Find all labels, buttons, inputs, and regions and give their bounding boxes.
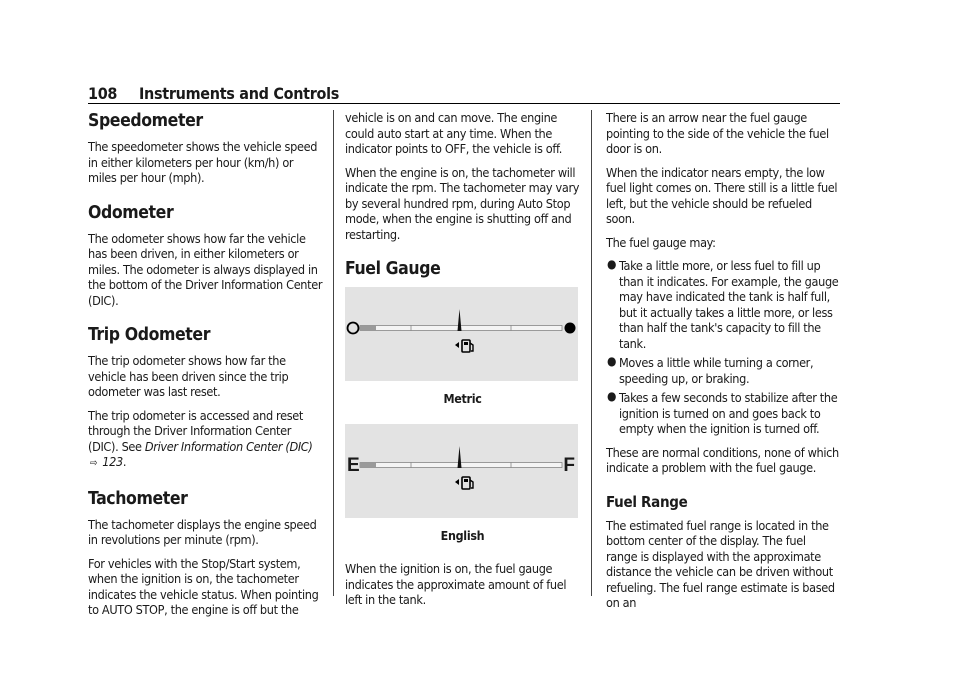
speedometer-heading: Speedometer <box>88 111 203 131</box>
fuel-pump-icon <box>455 477 473 489</box>
column-divider <box>591 110 592 596</box>
column-2 <box>345 110 580 616</box>
page-reference-number[interactable]: 123 <box>102 454 123 469</box>
fuel-gauge-heading: Fuel Gauge <box>345 259 441 279</box>
tachometer-text-1: The tachometer displays the engine speed in revolutions per minute (rpm). <box>88 516 317 547</box>
reference-prefix: The trip odometer is accessed and reset through the Driver Information Center (DIC). See <box>88 407 303 454</box>
fuel-range-heading: Fuel Range <box>606 492 688 511</box>
fuel-gauge-bullets <box>606 258 840 437</box>
trip-odometer-reference <box>88 408 324 472</box>
gauge-needle <box>458 309 462 331</box>
full-circle-icon <box>565 323 576 334</box>
column-3 <box>606 110 840 619</box>
fuel-range-text: The estimated fuel range is located in the bottom center of the display. The fuel range is displayed with the approximate distance the vehicle can be driven without refueling. The fuel range estimate is based on an <box>606 517 835 610</box>
header-rule <box>88 103 840 104</box>
list-item <box>606 390 840 437</box>
gauge-fill <box>360 463 376 468</box>
reference-suffix: . <box>122 454 127 469</box>
fuel-gauge-may-text: The fuel gauge may: <box>606 234 716 250</box>
trip-odometer-heading: Trip Odometer <box>88 325 211 345</box>
dic-link[interactable]: Driver Information Center (DIC) <box>144 438 313 454</box>
full-label: F <box>563 455 575 476</box>
list-item <box>606 258 840 351</box>
list-item-text: Moves a little while turning a corner, speeding up, or braking. <box>619 355 814 386</box>
empty-label: E <box>347 455 360 476</box>
bullet-icon: ● <box>607 389 617 403</box>
column-1 <box>88 110 324 626</box>
odometer-text: The odometer shows how far the vehicle has been driven, in either kilometers or miles. The odometer is always displayed in the bottom of the Driver Information Center (DIC). <box>88 230 323 308</box>
section-title: Instruments and Controls <box>139 84 340 103</box>
tachometer-continued-2: When the engine is on, the tachometer will indicate the rpm. The tachometer may vary by several hundred rpm, during Auto Stop mode, when the engine is shutting off and restarting. <box>345 164 580 242</box>
bullet-icon: ● <box>607 257 617 271</box>
normal-conditions-text: These are normal conditions, none of which indicate a problem with the fuel gauge. <box>606 444 839 475</box>
gauge-fill <box>360 326 376 331</box>
list-item-text: Takes a few seconds to stabilize after the ignition is turned on and goes back to empty when the ignition is turned off. <box>619 390 838 436</box>
english-caption: English <box>440 528 485 543</box>
tachometer-continued-1: vehicle is on and can move. The engine could auto start at any time. When the indicator points to OFF, the vehicle is off. <box>345 110 562 156</box>
bullet-icon: ● <box>607 354 617 368</box>
english-gauge-graphic <box>345 424 578 518</box>
page-reference-arrow-icon: ⇨ <box>89 458 98 469</box>
fuel-pump-icon <box>455 340 473 352</box>
empty-circle-icon <box>348 323 359 334</box>
fuel-gauge-text: When the ignition is on, the fuel gauge indicates the approximate amount of fuel left in the tank. <box>345 561 567 607</box>
list-item-text: Take a little more, or less fuel to fill up than it indicates. For example, the gauge may have indicated the tank is half full, but it actually takes a little more, or less than half the tank's capacity to fill the tank. <box>619 258 839 351</box>
fuel-arrow-text: There is an arrow near the fuel gauge pointing to the side of the vehicle the fuel door is on. <box>606 110 829 156</box>
page-number: 108 <box>88 84 118 103</box>
metric-gauge-graphic <box>345 287 578 381</box>
low-fuel-text: When the indicator nears empty, the low fuel light comes on. There still is a little fuel left, but the vehicle should be refueled soon. <box>606 164 838 226</box>
list-item <box>606 355 840 386</box>
trip-odometer-text: The trip odometer shows how far the vehicle has been driven since the trip odometer was last reset. <box>88 353 289 399</box>
tachometer-heading: Tachometer <box>88 488 188 509</box>
metric-fuel-gauge-image <box>345 287 578 381</box>
column-divider <box>333 110 334 596</box>
tachometer-text-2: For vehicles with the Stop/Start system, when the ignition is on, the tachometer indicates the vehicle status. When pointing to AUTO STOP, the engine is off but the <box>88 555 319 617</box>
odometer-heading: Odometer <box>88 202 174 223</box>
metric-caption: Metric <box>443 391 482 406</box>
gauge-needle <box>458 446 462 468</box>
english-fuel-gauge-image <box>345 424 578 518</box>
speedometer-text: The speedometer shows the vehicle speed in either kilometers per hour (km/h) or miles per hour (mph). <box>88 139 318 185</box>
